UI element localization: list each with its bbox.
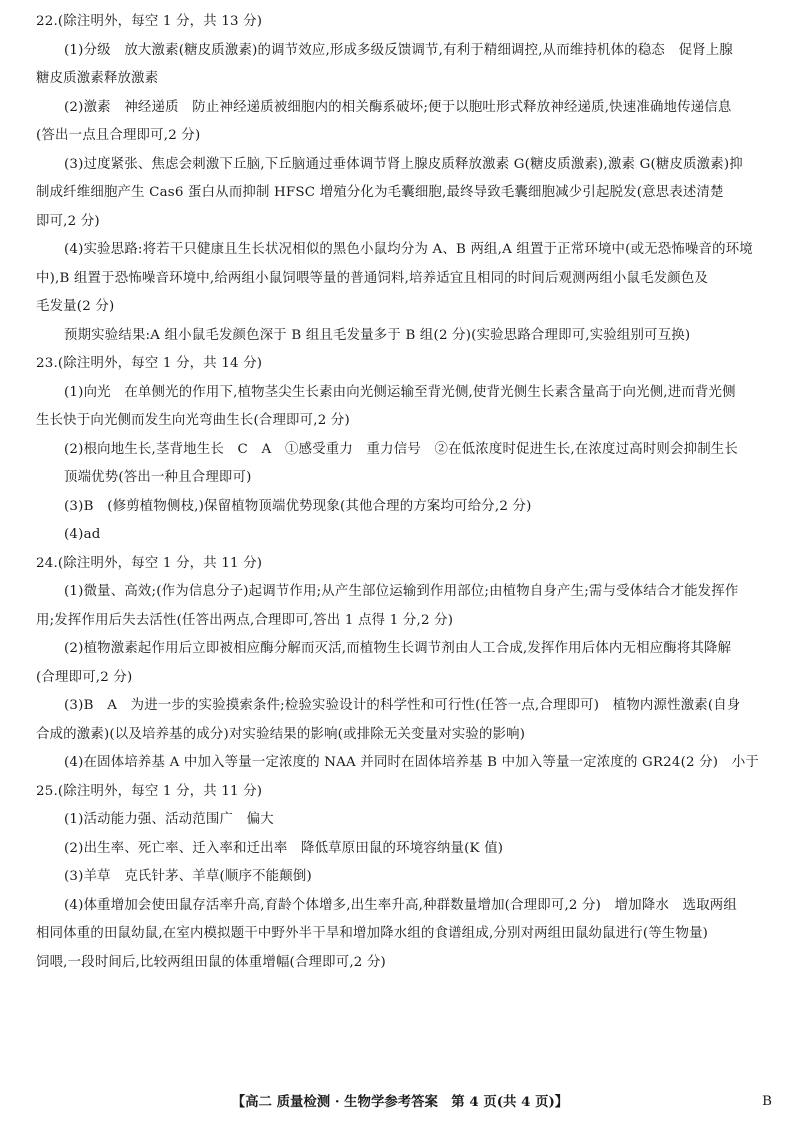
q23-answer-4: (4)ad [64,527,101,542]
q24-answer-2: (2)植物激素起作用后立即被相应酶分解而灭活,而植物生长调节剂由人工合成,发挥作用后体内无相应酶将其降解 [64,641,732,656]
q22-answer-1-cont: 糖皮质激素释放激素 [36,71,159,86]
question-22-header: 22.(除注明外，每空 1 分，共 13 分) [36,14,263,29]
q23-answer-1: (1)向光 在单侧光的作用下,植物茎尖生长素由向光侧运输至背光侧,使背光侧生长素含量高于向光侧,进而背光侧 [64,384,736,400]
question-23-header: 23.(除注明外，每空 1 分，共 14 分) [36,356,263,371]
q22-answer-4-cont: 中),B 组置于恐怖噪音环境中,给两组小鼠饲喂等量的普通饲料,培养适宜且相同的时间后观测两组小鼠毛发颜色及 [36,270,709,286]
q22-answer-2-cont: (答出一点且合理即可,2 分) [36,128,201,143]
q24-answer-1: (1)微量、高效;(作为信息分子)起调节作用;从产生部位运输到作用部位;由植物自身产生;需与受体结合才能发挥作 [64,584,739,599]
q24-answer-4: (4)在固体培养基 A 中加入等量一定浓度的 NAA 并同时在固体培养基 B 中加入等量一定浓度的 GR24(2 分) 小于 [64,755,760,770]
q24-answer-2-cont: (合理即可,2 分) [36,669,133,685]
footer-version: B [762,1094,772,1109]
q22-answer-2: (2)激素 神经递质 防止神经递质被细胞内的相关酶系破坏;便于以胞吐形式释放神经递质,快速准确地传递信息 [64,99,732,115]
question-25-header: 25.(除注明外，每空 1 分，共 11 分) [36,783,263,799]
q22-expected-result: 预期实验结果:A 组小鼠毛发颜色深于 B 组且毛发量多于 B 组(2 分)(实验思路合理即可,实验组别可互换) [64,327,691,343]
q25-answer-2: (2)出生率、死亡率、迁入率和迁出率 降低草原田鼠的环境容纳量(K 值) [64,840,504,856]
q22-answer-3-cont2: 即可,2 分) [36,213,100,229]
q23-answer-2-cont: 顶端优势(答出一种且合理即可) [64,470,252,485]
q24-answer-3: (3)B A 为进一步的实验摸索条件;检验实验设计的科学性和可行性(任答一点,合理即可) 植物内源性激素(自身 [64,698,741,713]
q22-answer-4-cont2: 毛发量(2 分) [36,299,115,314]
q25-answer-1: (1)活动能力强、活动范围广 偏大 [64,812,274,827]
question-23 [36,350,772,550]
q25-answer-4-cont2: 饲喂,一段时间后,比较两组田鼠的体重增幅(合理即可,2 分) [36,954,386,970]
q25-answer-4-cont: 相同体重的田鼠幼鼠,在室内模拟题干中野外半干旱和增加降水组的食谱组成,分别对两组田鼠幼鼠进行(等生物量) [36,926,709,941]
q23-answer-3: (3)B (修剪植物侧枝,)保留植物顶端优势现象(其他合理的方案均可给分,2 分) [64,498,532,514]
q24-answer-1-cont: 用;发挥作用后失去活性(任答出两点,合理即可,答出 1 点得 1 分,2 分) [36,612,454,628]
q24-answer-3-cont: 合成的激素)(以及培养基的成分)对实验结果的影响(或排除无关变量对实验的影响) [36,726,526,742]
q22-answer-4: (4)实验思路:将若干只健康且生长状况相似的黑色小鼠均分为 A、B 两组,A 组置于正常环境中(或无恐怖噪音的环境 [64,242,753,257]
q25-answer-4: (4)体重增加会使田鼠存活率升高,育龄个体增多,出生率升高,种群数量增加(合理即可,2 分) 增加降水 选取两组 [64,897,737,913]
footer-title: 【高二 质量检测 · 生物学参考答案 第 4 页(共 4 页)】 [231,1094,569,1110]
q22-answer-1: (1)分级 放大激素(糖皮质激素)的调节效应,形成多级反馈调节,有利于精细调控,从而维持机体的稳态 促肾上腺 [64,42,733,58]
page-footer [0,1090,800,1114]
q23-answer-2: (2)根向地生长,茎背地生长 C A ①感受重力 重力信号 ②在低浓度时促进生长,在浓度过高时则会抑制生长 [64,441,738,457]
question-25 [36,778,772,978]
question-24 [36,550,772,778]
q25-answer-3: (3)羊草 克氏针茅、羊草(顺序不能颠倒) [64,869,312,884]
q22-answer-3-cont: 制成纤维细胞产生 Cas6 蛋白从而抑制 HFSC 增殖分化为毛囊细胞,最终导致毛囊细胞减少引起脱发(意思表述清楚 [36,185,724,200]
question-22 [36,8,772,350]
q23-answer-1-cont: 生长快于向光侧而发生向光弯曲生长(合理即可,2 分) [36,413,350,428]
question-24-header: 24.(除注明外，每空 1 分，共 11 分) [36,555,263,571]
q22-answer-3: (3)过度紧张、焦虑会刺激下丘脑,下丘脑通过垂体调节肾上腺皮质释放激素 G(糖皮质激素),激素 G(糖皮质激素)抑 [64,156,743,172]
